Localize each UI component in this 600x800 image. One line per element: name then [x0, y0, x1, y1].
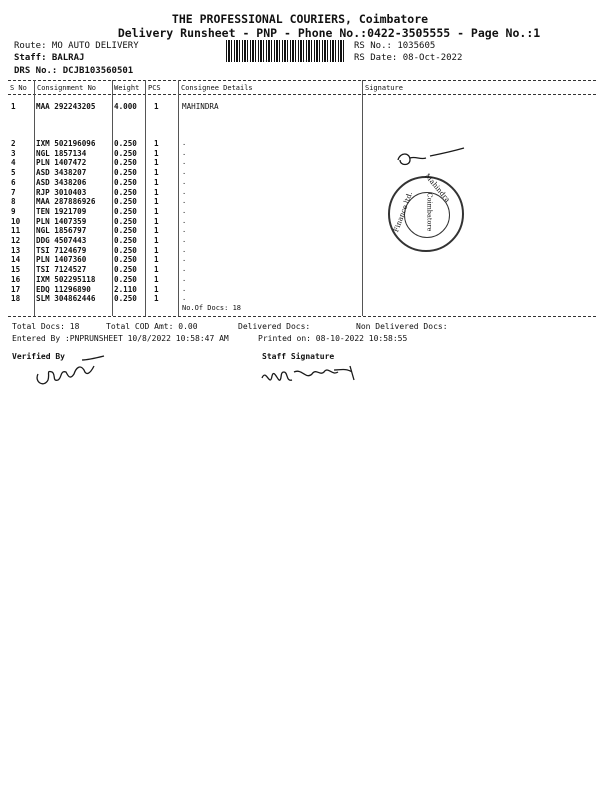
- header-consignment: Consignment No: [37, 84, 97, 92]
- header-weight: Weight: [114, 84, 140, 92]
- row-weight: 0.250: [114, 216, 137, 226]
- stamp-left-text: Finance ltd.: [392, 190, 415, 234]
- row-consignee: .: [182, 187, 187, 196]
- row-pcs: 1: [154, 226, 159, 236]
- row-consignee: .: [182, 177, 187, 186]
- row-consignment: IXM 502295118: [36, 274, 96, 284]
- col-divider: [145, 80, 146, 316]
- row-pcs: 1: [154, 187, 159, 197]
- row-weight: 0.250: [114, 158, 137, 168]
- row-consignment: ASD 3438207: [36, 168, 87, 178]
- row-weight: 0.250: [114, 255, 137, 265]
- rs-date: RS Date: 08-Oct-2022: [354, 53, 463, 63]
- table-bottom-rule: [8, 316, 596, 317]
- row-weight: 0.250: [114, 226, 137, 236]
- row-consignment: EDQ 11296890: [36, 284, 91, 294]
- verifier-signature: [32, 356, 112, 390]
- row-sno: 14: [11, 255, 21, 265]
- row-consignment: NGL 1856797: [36, 226, 87, 236]
- entered-by: Entered By :PNPRUNSHEET 10/8/2022 10:58:47 AM: [12, 334, 229, 343]
- row-pcs: 1: [154, 236, 159, 245]
- col-divider: [34, 80, 35, 316]
- verified-by-label: Verified By: [12, 352, 65, 361]
- table-top-rule: [8, 80, 596, 81]
- row-consignment: NGL 1857134: [36, 148, 87, 158]
- col-divider: [362, 80, 363, 316]
- row-consignment: ASD 3438206: [36, 177, 87, 187]
- row-pcs: 1: [154, 102, 159, 111]
- row-pcs: 1: [154, 148, 159, 158]
- row-consignee: .: [182, 139, 187, 147]
- no-of-docs: No.Of Docs: 18: [182, 304, 242, 312]
- row-consignee: .: [182, 265, 187, 274]
- total-docs: Total Docs: 18: [12, 322, 80, 331]
- row-consignment: TEN 1921709: [36, 206, 87, 216]
- row-weight: 0.250: [114, 236, 137, 245]
- row-sno: 11: [11, 226, 21, 236]
- row-consignee: .: [182, 255, 187, 264]
- row-pcs: 1: [154, 265, 159, 275]
- row-pcs: 1: [154, 274, 159, 284]
- row-weight: 0.250: [114, 187, 137, 197]
- row-consignment: MAA 287886926: [36, 197, 96, 207]
- row-weight: 0.250: [114, 294, 137, 304]
- row-consignee: .: [182, 168, 187, 177]
- header-pcs: PCS: [148, 84, 161, 92]
- row-sno: 18: [11, 294, 21, 304]
- row-pcs: 1: [154, 294, 159, 304]
- row-sno: 16: [11, 274, 21, 284]
- row-weight: 4.000: [114, 102, 137, 111]
- row-pcs: 1: [154, 216, 159, 226]
- row-pcs: 1: [154, 255, 159, 265]
- row-weight: 0.250: [114, 177, 137, 187]
- row-sno: 2: [11, 139, 16, 148]
- row-sno: 8: [11, 197, 16, 207]
- drs-number: DRS No.: DCJB103560501: [14, 66, 134, 76]
- company-stamp: [388, 172, 464, 252]
- row-pcs: 1: [154, 177, 159, 187]
- staff-label: Staff: BALRAJ: [14, 53, 85, 63]
- row-pcs: 1: [154, 206, 159, 216]
- row-consignee: MAHINDRA: [182, 102, 219, 111]
- row-consignee: .: [182, 245, 187, 254]
- row-sno: 10: [11, 216, 21, 226]
- row-weight: 0.250: [114, 265, 137, 275]
- non-delivered-docs: Non Delivered Docs:: [356, 322, 448, 331]
- row-weight: 0.250: [114, 197, 137, 207]
- row-consignee: .: [182, 216, 187, 225]
- row-sno: 6: [11, 177, 16, 187]
- row-weight: 0.250: [114, 148, 137, 158]
- row-pcs: 1: [154, 139, 159, 148]
- row-consignment: IXM 502196096: [36, 139, 96, 148]
- table-header-rule: [8, 94, 596, 95]
- row-consignee: .: [182, 197, 187, 206]
- row-consignee: .: [182, 158, 187, 167]
- delivered-docs: Delivered Docs:: [238, 322, 311, 331]
- row-sno: 3: [11, 148, 16, 158]
- row-weight: 0.250: [114, 168, 137, 178]
- row-sno: 17: [11, 284, 21, 294]
- row-pcs: 1: [154, 168, 159, 178]
- row-pcs: 1: [154, 245, 159, 255]
- row-consignee: .: [182, 284, 187, 293]
- row-consignee: .: [182, 226, 187, 235]
- row-pcs: 1: [154, 284, 159, 294]
- header-consignee: Consignee Details: [181, 84, 253, 92]
- consignee-signature: [390, 146, 470, 174]
- row-consignment: RJP 3010403: [36, 187, 87, 197]
- row-consignment: PLN 1407359: [36, 216, 87, 226]
- col-divider: [112, 80, 113, 316]
- row-weight: 0.250: [114, 206, 137, 216]
- company-title: THE PROFESSIONAL COURIERS, Coimbatore: [171, 12, 429, 26]
- row-sno: 5: [11, 168, 16, 178]
- runsheet-title: [0, 26, 600, 40]
- row-sno: 12: [11, 236, 21, 245]
- staff-signature: [258, 362, 368, 392]
- staff-signature-label: Staff Signature: [262, 352, 335, 361]
- row-consignment: PLN 1407360: [36, 255, 87, 265]
- row-weight: 0.250: [114, 245, 137, 255]
- stamp-center-text: Coimbatore: [425, 192, 434, 232]
- stamp-top-text: Mahindra: [423, 172, 452, 204]
- total-cod: Total COD Amt: 0.00: [106, 322, 198, 331]
- row-consignment: TSI 7124527: [36, 265, 87, 275]
- row-consignee: .: [182, 294, 187, 303]
- row-consignment: SLM 304862446: [36, 294, 96, 304]
- runsheet-title-text: Delivery Runsheet - PNP - Phone No.:0422-3505555 - Page No.:1: [117, 26, 541, 40]
- printed-on: Printed on: 08-10-2022 10:58:55: [258, 334, 408, 343]
- header-sno: S No: [10, 84, 27, 92]
- col-divider: [178, 80, 179, 316]
- rs-number: RS No.: 1035605: [354, 41, 436, 51]
- row-consignee: .: [182, 148, 187, 157]
- barcode: [226, 40, 346, 62]
- header-signature: Signature: [365, 84, 403, 92]
- row-consignee: .: [182, 236, 187, 244]
- row-sno: 7: [11, 187, 16, 197]
- row-sno: 13: [11, 245, 21, 255]
- row-consignment: PLN 1407472: [36, 158, 87, 168]
- row-weight: 0.250: [114, 139, 137, 148]
- row-consignment: TSI 7124679: [36, 245, 87, 255]
- route-label: Route: MO AUTO DELIVERY: [14, 41, 139, 51]
- row-sno: 1: [11, 102, 16, 111]
- row-weight: 0.250: [114, 274, 137, 284]
- row-pcs: 1: [154, 197, 159, 207]
- row-sno: 9: [11, 206, 16, 216]
- row-consignee: .: [182, 206, 187, 215]
- row-sno: 4: [11, 158, 16, 168]
- row-consignment: MAA 292243205: [36, 102, 96, 111]
- row-weight: 2.110: [114, 284, 137, 294]
- row-sno: 15: [11, 265, 21, 275]
- row-pcs: 1: [154, 158, 159, 168]
- row-consignment: DDG 4507443: [36, 236, 87, 245]
- row-consignee: .: [182, 274, 187, 283]
